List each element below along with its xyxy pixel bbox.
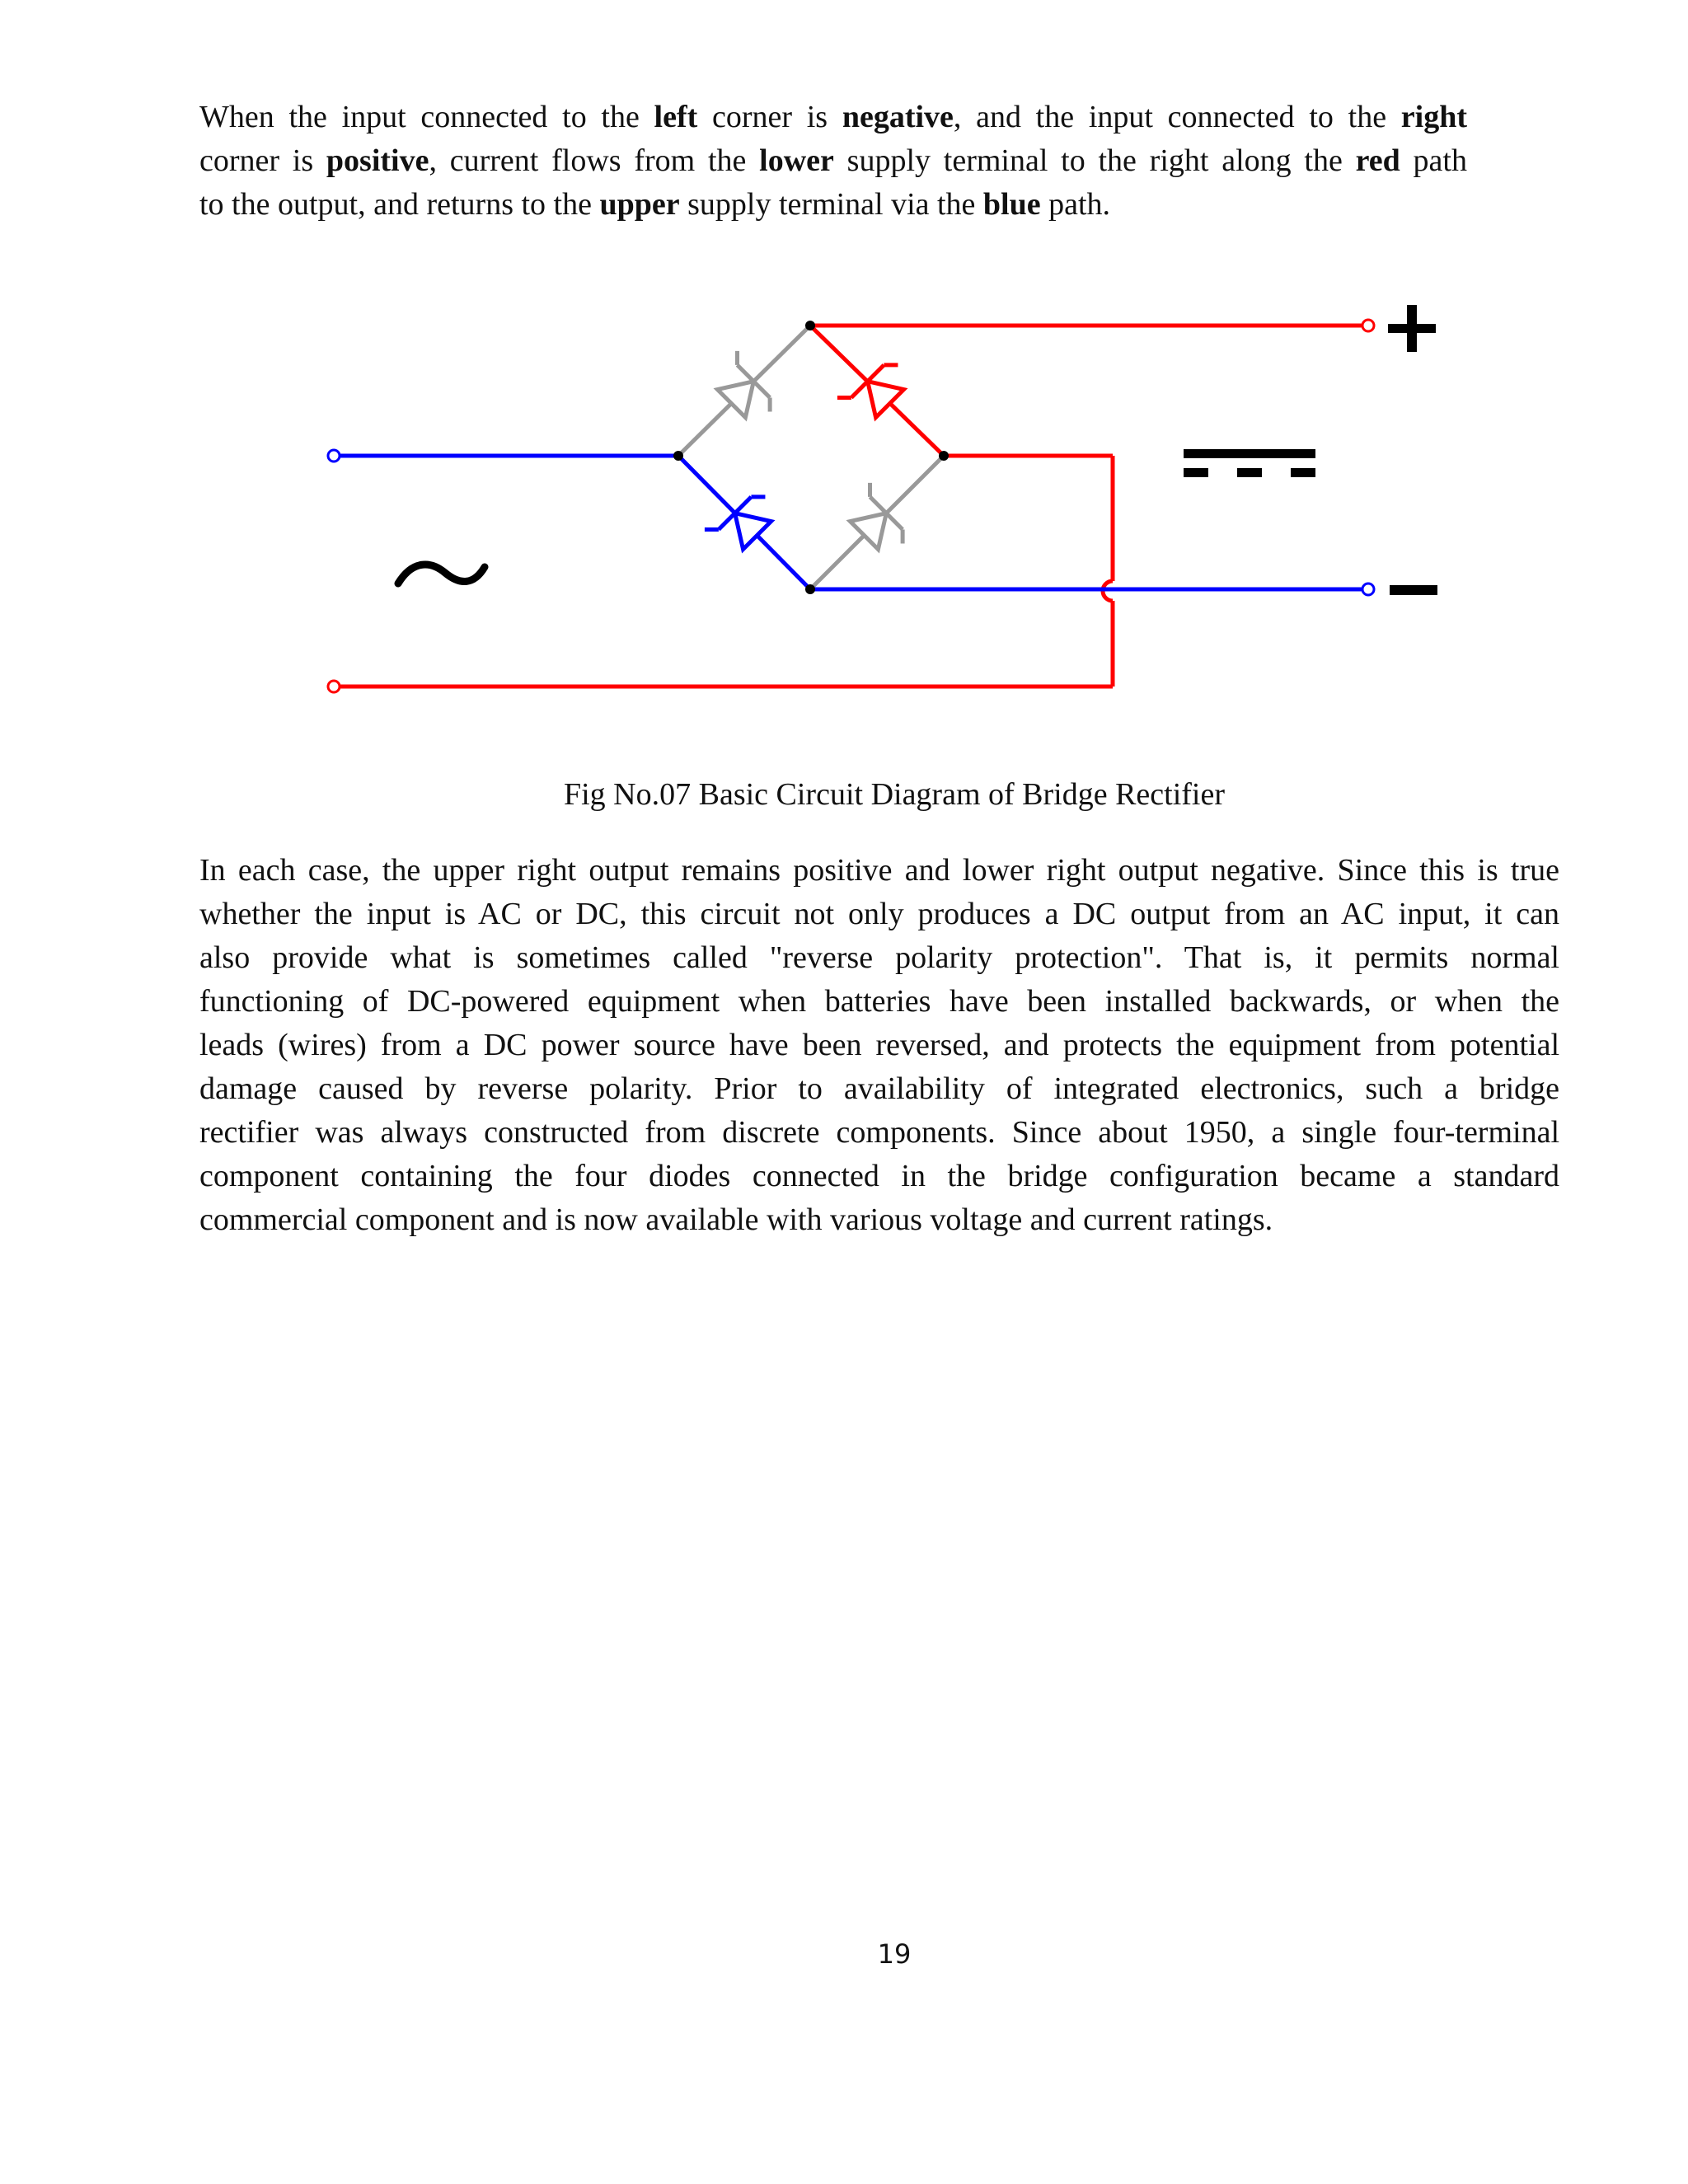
plus-sign-icon bbox=[1388, 305, 1436, 352]
minus-sign-icon bbox=[1390, 585, 1437, 595]
output-terminal-negative bbox=[1362, 583, 1374, 595]
body-paragraph bbox=[199, 849, 1559, 1242]
intro-paragraph bbox=[199, 96, 1467, 227]
body-line: rectifier was always constructed from discrete components. Since about 1950, a single four-terminal bbox=[199, 1115, 1559, 1150]
input-terminal-bottom bbox=[328, 681, 340, 692]
body-line: In each case, the upper right output remains positive and lower right output negative. Since this is true bbox=[199, 853, 1559, 888]
body-line: component containing the four diodes connected in the bridge configuration became a standard bbox=[199, 1159, 1559, 1193]
page-number: 19 bbox=[877, 1938, 912, 1970]
intro-line-3: to the output, and returns to the upper supply terminal via the blue path. bbox=[199, 187, 1111, 222]
output-terminal-positive bbox=[1362, 320, 1374, 331]
body-line: functioning of DC-powered equipment when batteries have been installed backwards, or when the bbox=[199, 984, 1559, 1019]
input-terminal-top bbox=[328, 450, 340, 462]
red-path bbox=[340, 326, 1364, 687]
body-line: also provide what is sometimes called "reverse polarity protection". That is, it permits normal bbox=[199, 940, 1559, 975]
bridge-rectifier-diagram bbox=[297, 284, 1451, 721]
inactive-branches bbox=[678, 326, 944, 589]
dc-symbol-icon bbox=[1184, 449, 1315, 477]
intro-line-2: corner is positive, current flows from the lower supply terminal to the right along the red path bbox=[199, 143, 1467, 178]
body-line: leads (wires) from a DC power source have been reversed, and protects the equipment from potential bbox=[199, 1028, 1559, 1062]
ac-symbol-icon bbox=[398, 565, 485, 583]
figure-caption: Fig No.07 Basic Circuit Diagram of Bridge Rectifier bbox=[563, 777, 1226, 812]
junction-dots bbox=[673, 321, 949, 594]
body-line: commercial component and is now available with various voltage and current ratings. bbox=[199, 1202, 1273, 1237]
body-line: damage caused by reverse polarity. Prior to availability of integrated electronics, such a bridge bbox=[199, 1071, 1559, 1106]
body-line: whether the input is AC or DC, this circuit not only produces a DC output from an AC input, it can bbox=[199, 897, 1559, 931]
intro-line-1: When the input connected to the left corner is negative, and the input connected to the right bbox=[199, 100, 1467, 134]
